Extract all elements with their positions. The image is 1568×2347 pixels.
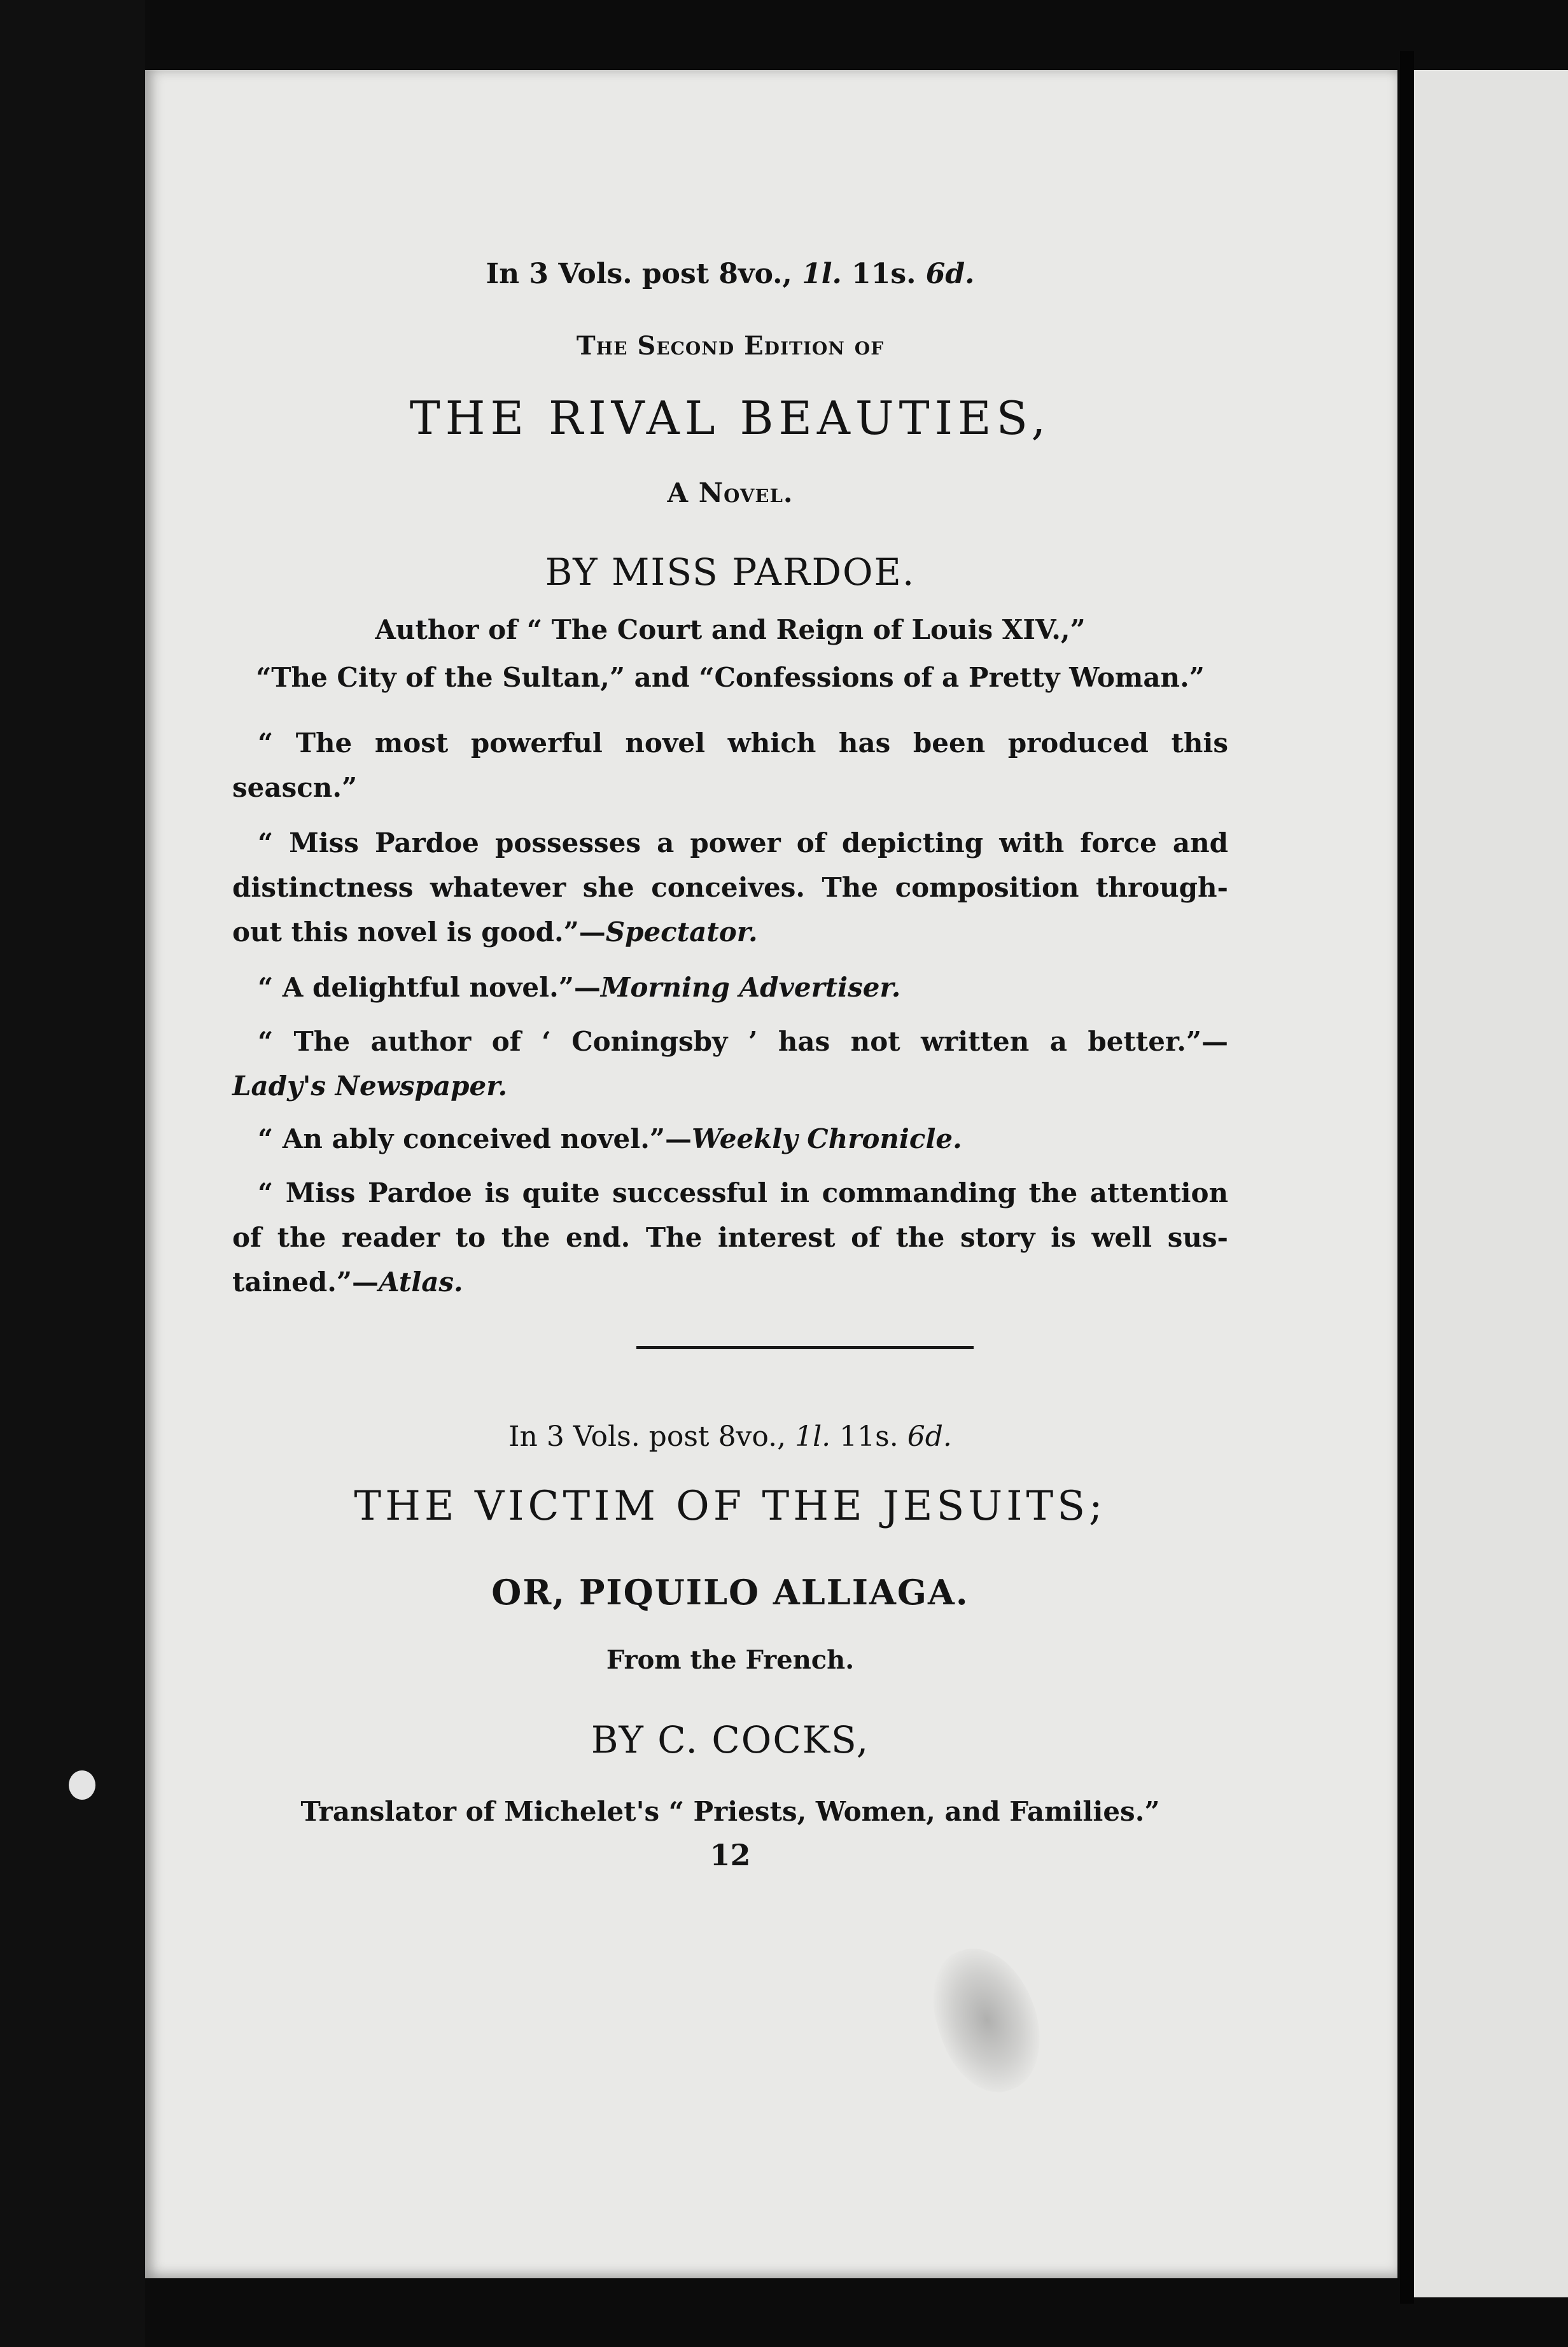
ad1-price-shillings: 11s. xyxy=(851,258,916,290)
ad1-review-1-text: “ The most powerful novel which has been produced this xyxy=(258,727,1228,759)
ad1-review-6-line-2: of the reader to the end. The interest of the story is well sus- xyxy=(232,1222,1228,1253)
ad1-price-pounds: 1l. xyxy=(802,258,842,290)
ad2-price-line xyxy=(232,1420,1228,1453)
ad2-translator-line: Translator of Michelet's “ Priests, Women, and Families.” xyxy=(300,1796,1160,1827)
ad1-review-5-source: Weekly Chronicle. xyxy=(692,1123,962,1154)
ad1-works-line-1: Author of “ The Court and Reign of Louis XIV.,” xyxy=(375,614,1086,645)
ad1-review-1-line-2: seascn.” xyxy=(232,772,358,803)
ink-smudge xyxy=(918,1935,1056,2105)
ad1-review-2-text: “ Miss Pardoe possesses a power of depicting with force and xyxy=(258,827,1228,858)
ad1-review-5-text: “ An ably conceived novel.”— xyxy=(258,1123,692,1154)
ad1-review-4-text: “ The author of ‘ Coningsby ’ has not written a better.”— xyxy=(258,1026,1228,1057)
ad2-price-pounds: 1l. xyxy=(795,1420,831,1453)
scan-punch-mark xyxy=(69,1770,95,1800)
advertisement-2-text xyxy=(232,0,1228,1909)
ad2-price-pence: 6d. xyxy=(907,1420,952,1453)
scan-left-margin xyxy=(0,0,145,2347)
ad2-price-prefix: In 3 Vols. post 8vo., xyxy=(508,1420,795,1453)
ad1-review-2-source: Spectator. xyxy=(605,916,758,948)
ad1-review-6-end: tained.”— xyxy=(232,1266,379,1298)
ad1-works-line-2: “The City of the Sultan,” and “Confessions of a Pretty Woman.” xyxy=(256,662,1205,693)
ad2-subtitle: OR, PIQUILO ALLIAGA. xyxy=(491,1572,969,1613)
ad1-review-6-source: Atlas. xyxy=(378,1266,463,1298)
ad1-review-3-source: Morning Advertiser. xyxy=(600,972,901,1003)
ad1-review-2-end: out this novel is good.”— xyxy=(232,916,606,948)
ad2-origin: From the French. xyxy=(606,1645,855,1675)
ad1-review-6-text: “ Miss Pardoe is quite successful in commanding the attention xyxy=(258,1177,1228,1209)
ad1-review-2-line-2: distinctness whatever she conceives. The composition through- xyxy=(232,872,1228,903)
ad1-price-pence: 6d. xyxy=(925,258,975,290)
ad1-title: THE RIVAL BEAUTIES, xyxy=(409,391,1051,445)
ad1-review-4-source: Lady's Newspaper. xyxy=(232,1070,508,1102)
page-number: 12 xyxy=(710,1838,751,1872)
adjacent-page-edge xyxy=(1414,70,1568,2297)
ad2-price-shillings: 11s. xyxy=(839,1420,899,1453)
ad2-author: BY C. COCKS, xyxy=(591,1718,870,1762)
ad1-review-3-text: “ A delightful novel.”— xyxy=(258,972,601,1003)
ad1-author: BY MISS PARDOE. xyxy=(545,550,916,594)
ad1-subtitle: A Novel. xyxy=(667,477,794,508)
page-gutter xyxy=(1400,51,1414,2304)
ad1-edition: The Second Edition of xyxy=(576,331,885,361)
ad1-price-prefix: In 3 Vols. post 8vo., xyxy=(486,258,802,290)
ad2-title: THE VICTIM OF THE JESUITS; xyxy=(354,1483,1107,1530)
